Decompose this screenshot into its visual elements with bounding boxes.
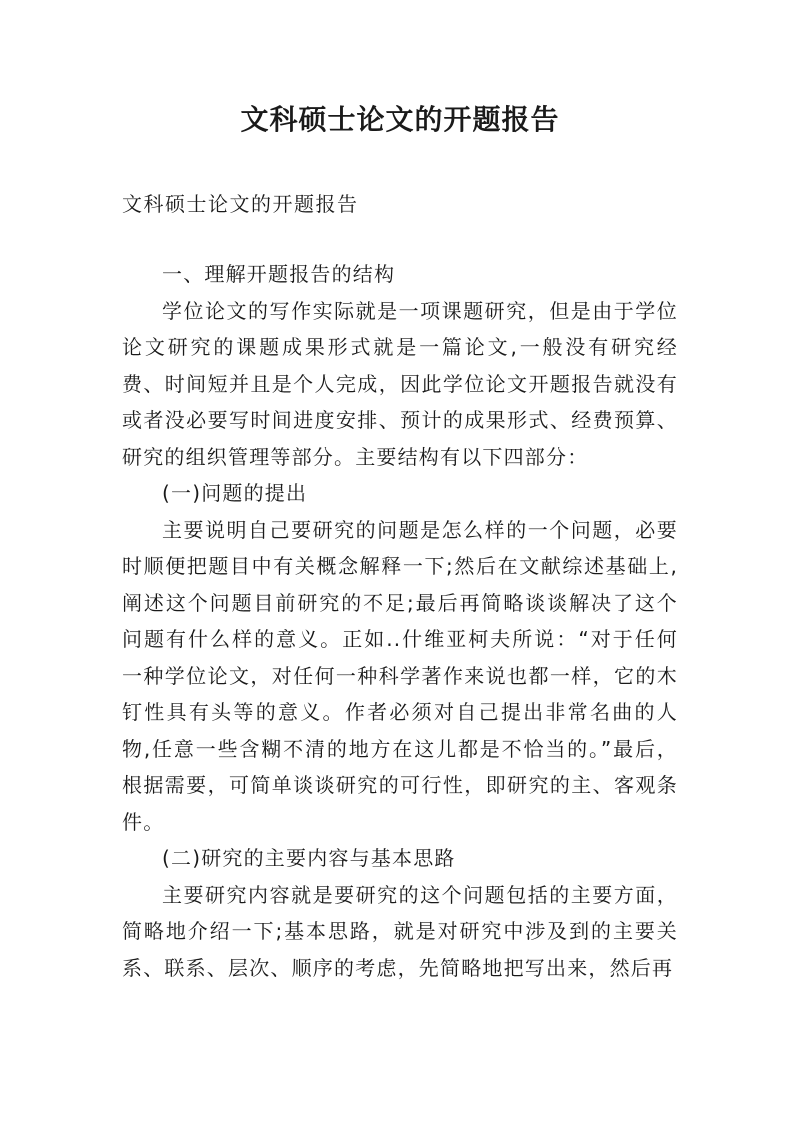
document-subtitle: 文科硕士论文的开题报告: [122, 192, 359, 216]
document-body: [122, 256, 678, 986]
section-heading: 一、理解开题报告的结构: [162, 262, 396, 286]
subsection-heading: (一)问题的提出: [162, 481, 308, 505]
body-paragraph: 主要说明自己要研究的问题是怎么样的一个问题，必要时顺便把题目中有关概念解释一下;然后在文献综述基础上,阐述这个问题目前研究的不足;最后再简略谈谈解决了这个问题有什么样的意义。正如..什维亚柯夫所说：“对于任何一种学位论文，对任何一种科学著作来说也都一样，它的木钉性具有头等的意义。作者必须对自己提出非常名曲的人物,任意一些含糊不清的地方在这儿都是不恰当的。”最后，根据需要，可简单谈谈研究的可行性，即研究的主、客观条件。: [122, 517, 678, 834]
body-paragraph: 学位论文的写作实际就是一项课题研究，但是由于学位论文研究的课题成果形式就是一篇论文,一般没有研究经费、时间短并且是个人完成，因此学位论文开题报告就没有或者没必要写时间进度安排、预计的成果形式、经费预算、研究的组织管理等部分。主要结构有以下四部分：: [122, 298, 678, 469]
document-title: 文科硕士论文的开题报告: [240, 103, 560, 136]
subsection-heading: (二)研究的主要内容与基本思路: [162, 846, 456, 870]
body-paragraph: 主要研究内容就是要研究的这个问题包括的主要方面，简略地介绍一下;基本思路，就是对研究中涉及到的主要关系、联系、层次、顺序的考虑，先简略地把写出来，然后再: [122, 882, 678, 980]
